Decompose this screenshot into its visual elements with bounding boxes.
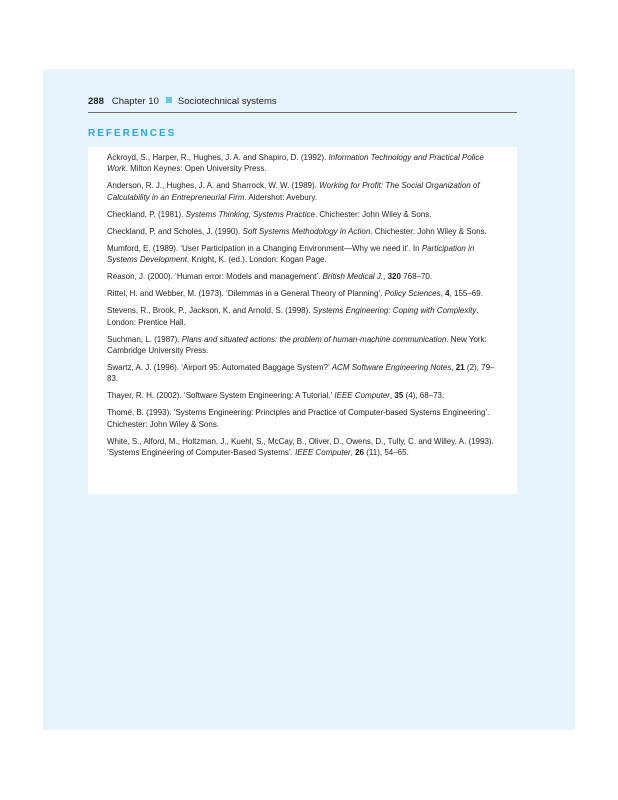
reference-text: Thayer, R. H. (2002). ‘Software System Engineering: A Tutorial.’ <box>107 391 335 401</box>
reference-text: , <box>389 391 395 401</box>
reference-title: Working for Profit: The Social Organization of Calculability in an Entrepreneurial Firm <box>107 181 480 202</box>
reference-volume: 4 <box>445 289 450 299</box>
reference-text: White, S., Alford, M., Holtzman, J., Kuehl, S., McCay, B., Oliver, D., Owens, D., Tully, C. and Willey, A. (1993). ‘Systems Engineering of Computer-Based Systems’. <box>107 436 494 458</box>
reference-title: Soft Systems Methodology in Action <box>242 226 371 236</box>
reference-entry <box>107 226 503 237</box>
chapter-title: Sociotechnical systems <box>177 96 277 107</box>
reference-text: Stevens, R., Brook, P., Jackson, K. and Arnold, S. (1998). <box>107 306 313 316</box>
reference-text: . Chichester: John Wiley & Sons. <box>370 226 487 236</box>
reference-text: , <box>440 289 446 299</box>
reference-text: Mumford, E. (1989). ‘User Participation in a Changing Environment—Why we need it’. In <box>107 243 422 253</box>
reference-pages: 768–70. <box>400 272 433 282</box>
reference-entry <box>107 152 503 175</box>
reference-entry <box>107 390 503 401</box>
reference-entry <box>107 362 503 385</box>
chapter-label: Chapter 10 <box>111 96 159 107</box>
reference-title: Systems Engineering: Coping with Complexity <box>312 306 477 316</box>
reference-title: Plans and situated actions: the problem of human-machine communication <box>181 334 447 344</box>
reference-title: British Medical J. <box>322 272 384 282</box>
reference-volume: 21 <box>455 363 465 373</box>
reference-entry <box>107 334 503 357</box>
reference-text: . Aldershot: Avebury. <box>244 192 318 202</box>
reference-text: . Knight, K. (ed.). London: Kogan Page. <box>187 255 327 265</box>
reference-title: Participation in Systems Development <box>107 243 475 265</box>
reference-pages: (2), 79–83. <box>107 363 495 384</box>
reference-text: . Milton Keynes: Open University Press. <box>125 164 267 174</box>
reference-title: Policy Sciences <box>384 289 441 299</box>
book-page <box>43 69 575 730</box>
reference-title: ACM Software Engineering Notes <box>331 363 452 373</box>
reference-entry <box>107 305 503 328</box>
reference-list <box>88 147 517 459</box>
reference-text: Anderson, R. J., Hughes, J. A. and Sharrock, W. W. (1989). <box>107 181 320 191</box>
reference-text: , <box>350 448 356 458</box>
reference-text: , <box>383 272 388 282</box>
reference-text: Suchman, L. (1987). <box>107 334 182 344</box>
reference-text: Checkland, P. (1981). <box>107 209 186 219</box>
reference-text: . Chichester: John Wiley & Sons. <box>314 209 432 219</box>
reference-text: Checkland, P. and Scholes, J. (1990). <box>107 226 243 236</box>
reference-volume: 26 <box>355 448 365 458</box>
reference-text: , <box>451 363 456 373</box>
reference-entry <box>107 209 503 220</box>
reference-entry <box>107 180 503 203</box>
reference-text: Ackroyd, S., Harper, R., Hughes, J. A. and Shapiro, D. (1992). <box>107 153 329 162</box>
running-header <box>88 96 517 113</box>
reference-pages: (11), 54–65. <box>364 448 409 458</box>
reference-title: IEEE Computer <box>334 391 390 401</box>
reference-text: Thomé, B. (1993). ‘Systems Engineering: Principles and Practice of Computer-based Systems Engineering’. Chichester: John Wiley & Sons. <box>107 408 490 429</box>
reference-volume: 35 <box>394 391 404 401</box>
reference-text: Swartz, A. J. (1996). ‘Airport 95: Automated Baggage System?’ <box>107 363 332 373</box>
reference-entry <box>107 288 503 299</box>
reference-text: . New York: Cambridge University Press. <box>107 334 487 356</box>
reference-title: Systems Thinking, Systems Practice <box>185 209 315 219</box>
reference-pages: , 155–69. <box>449 289 483 299</box>
reference-text: . London: Prentice Hall. <box>107 306 479 327</box>
reference-pages: (4), 68–73. <box>403 391 445 401</box>
reference-text: Rittel, H. and Webber, M. (1973). ‘Dilemmas in a General Theory of Planning’. <box>107 289 385 299</box>
reference-entry <box>107 407 503 430</box>
references-heading: REFERENCES <box>88 128 177 139</box>
reference-entry <box>107 271 503 282</box>
references-box <box>88 147 517 494</box>
reference-entry <box>107 243 503 266</box>
square-bullet-icon <box>166 97 172 103</box>
reference-title: Information Technology and Practical Police Work <box>107 153 484 174</box>
reference-title: IEEE Computer <box>295 448 351 458</box>
reference-volume: 320 <box>387 272 401 282</box>
page-number: 288 <box>88 96 104 107</box>
reference-entry <box>107 436 503 459</box>
reference-text: Reason, J. (2000). ‘Human error: Models and management’. <box>107 272 323 282</box>
